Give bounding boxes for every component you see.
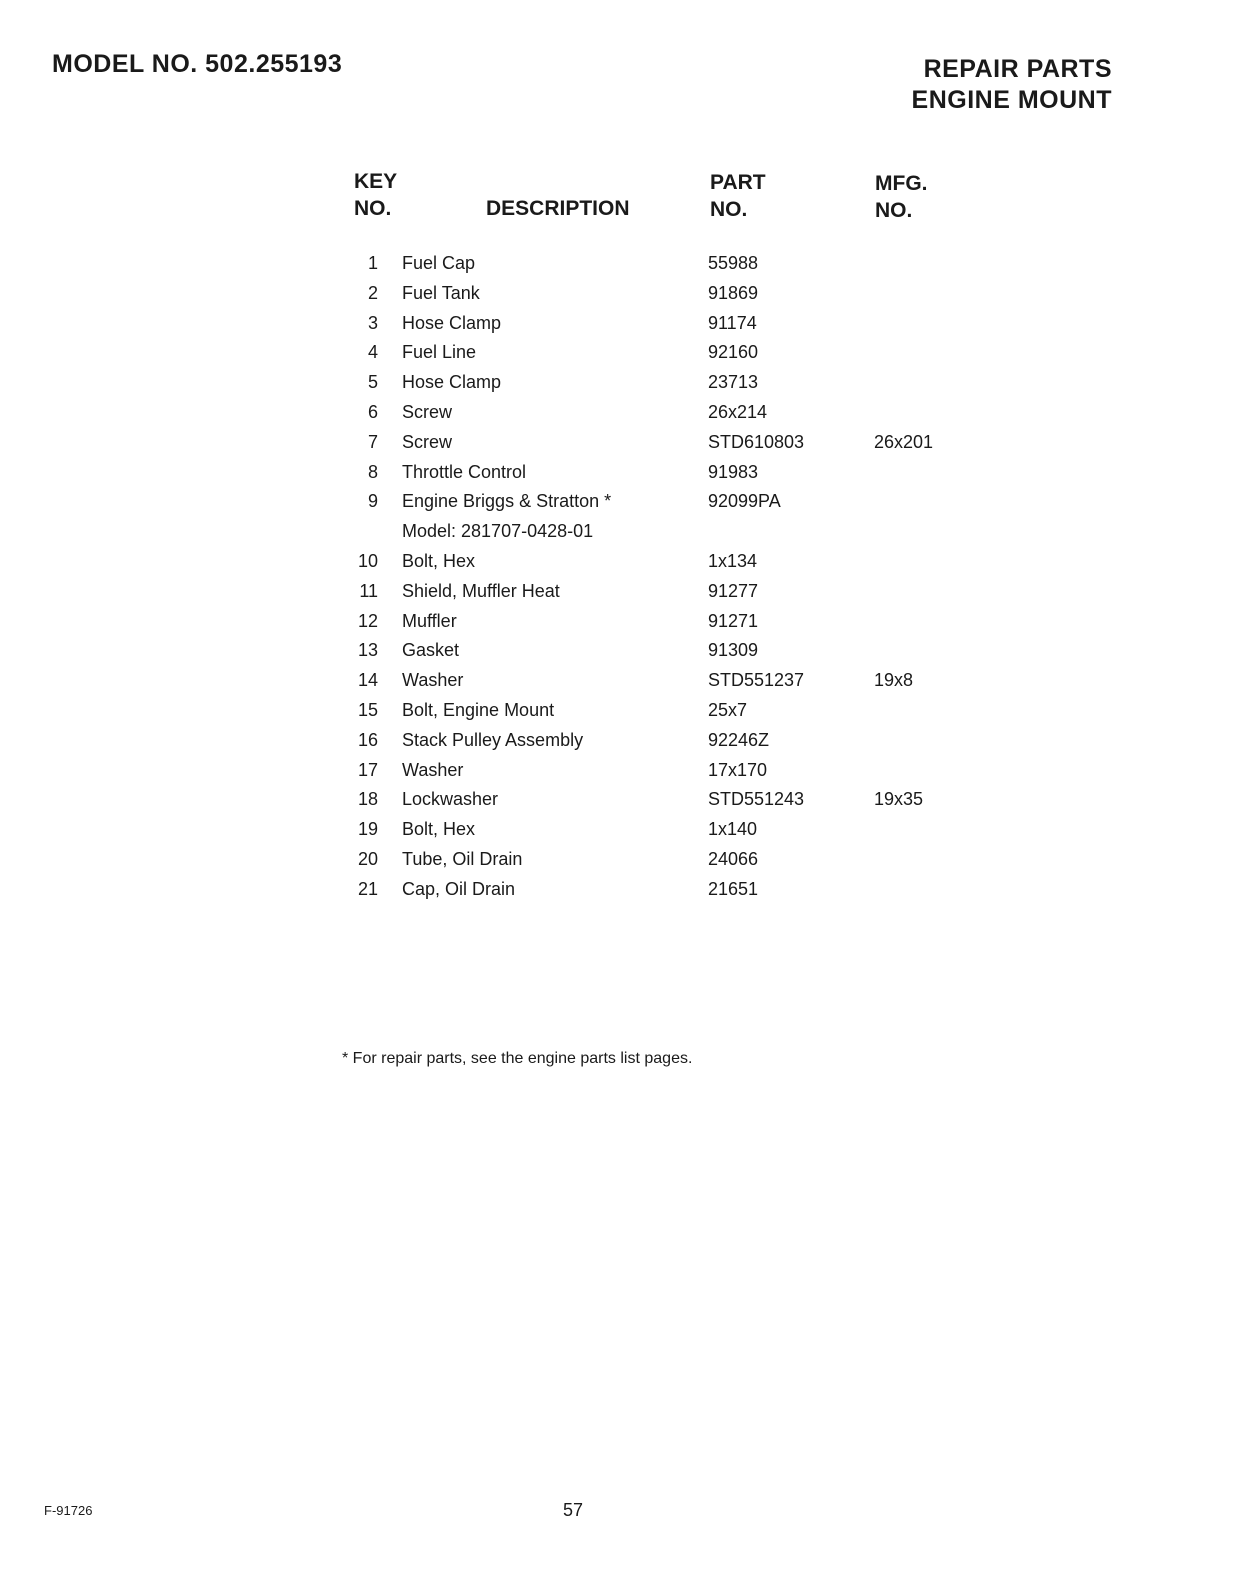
part-number: STD551243 [708, 789, 805, 810]
column-header-key-line2: NO. [354, 197, 392, 220]
part-description: Fuel Line [402, 342, 477, 363]
key-number: 9 [367, 491, 378, 512]
part-description: Lockwasher [402, 789, 499, 810]
column-header-part-line1: PART [710, 171, 766, 194]
table-row [350, 250, 970, 280]
part-number: 25x7 [708, 699, 748, 720]
column-header-mfg [875, 170, 928, 224]
key-number: 20 [357, 848, 378, 869]
table-row [350, 280, 970, 310]
part-description: Model: 281707-0428-01 [402, 521, 594, 542]
table-row [350, 608, 970, 638]
column-header-mfg-line2: NO. [875, 199, 913, 222]
mfg-number: 19x8 [874, 670, 914, 691]
part-description: Washer [402, 759, 464, 780]
key-number: 3 [367, 312, 378, 333]
part-description: Hose Clamp [402, 372, 502, 393]
part-number: 17x170 [708, 759, 768, 780]
key-number: 7 [367, 431, 378, 452]
footnote: * For repair parts, see the engine parts list pages. [342, 1050, 693, 1067]
part-number: 1x140 [708, 819, 758, 840]
part-description: Cap, Oil Drain [402, 878, 516, 899]
table-row [350, 548, 970, 578]
table-row [350, 637, 970, 667]
part-description: Stack Pulley Assembly [402, 729, 584, 750]
key-number: 12 [357, 610, 378, 631]
table-row [350, 697, 970, 727]
page-number: 57 [563, 1500, 584, 1520]
part-description: Hose Clamp [402, 312, 502, 333]
table-row [350, 876, 970, 906]
part-number: 91174 [708, 312, 757, 333]
part-number: 91309 [708, 640, 759, 661]
table-row [350, 816, 970, 846]
part-number: 91983 [708, 461, 759, 482]
part-number: 55988 [708, 253, 759, 273]
form-number: F-91726 [44, 1503, 93, 1518]
table-row [350, 846, 970, 876]
part-number: 24066 [708, 848, 759, 869]
key-number: 6 [367, 401, 378, 422]
column-header-key-line1: KEY [354, 170, 398, 193]
key-number: 14 [357, 670, 378, 691]
part-description: Screw [402, 401, 453, 422]
part-description: Fuel Cap [402, 253, 476, 273]
part-number: 91869 [708, 282, 759, 303]
part-number: 23713 [708, 372, 759, 393]
table-row [350, 727, 970, 757]
table-row [350, 399, 970, 429]
mfg-number: 19x35 [874, 789, 924, 810]
table-row [350, 578, 970, 608]
part-number: 21651 [708, 878, 759, 899]
part-number: STD610803 [708, 431, 805, 452]
key-number: 16 [357, 729, 378, 750]
part-description: Bolt, Hex [402, 819, 476, 840]
part-description: Screw [402, 431, 453, 452]
table-row [350, 339, 970, 369]
table-row [350, 757, 970, 787]
key-number: 15 [357, 699, 378, 720]
table-row [350, 429, 970, 459]
table-row [350, 310, 970, 340]
table-row [350, 667, 970, 697]
section-title-line1: REPAIR PARTS [923, 55, 1112, 83]
parts-list [350, 250, 970, 906]
part-description: Muffler [402, 610, 457, 631]
key-number: 18 [357, 789, 378, 810]
part-number: 91271 [708, 610, 759, 631]
part-number: 91277 [708, 580, 759, 601]
key-number: 21 [357, 878, 378, 899]
part-number: 26x214 [708, 401, 768, 422]
section-title-line2: ENGINE MOUNT [911, 86, 1112, 114]
section-title [912, 54, 1112, 116]
part-description: Gasket [402, 640, 460, 661]
key-number: 1 [367, 253, 378, 273]
table-row [350, 369, 970, 399]
table-row [350, 488, 970, 518]
key-number: 2 [367, 282, 378, 303]
part-description: Tube, Oil Drain [402, 848, 523, 869]
part-number: STD551237 [708, 670, 805, 691]
mfg-number: 26x201 [874, 431, 934, 452]
column-header-mfg-line1: MFG. [875, 172, 928, 195]
key-number: 4 [367, 342, 378, 363]
model-number: MODEL NO. 502.255193 [52, 50, 343, 78]
table-row [350, 459, 970, 489]
part-description: Shield, Muffler Heat [402, 580, 560, 601]
column-header-key [354, 168, 397, 222]
column-header-description: DESCRIPTION [486, 197, 630, 220]
part-number: 92099PA [708, 491, 781, 512]
key-number: 10 [357, 550, 378, 571]
part-number: 1x134 [708, 550, 758, 571]
table-row [350, 518, 970, 548]
key-number: 17 [357, 759, 378, 780]
key-number: 8 [367, 461, 378, 482]
part-description: Engine Briggs & Stratton * [402, 491, 612, 512]
table-row [350, 786, 970, 816]
part-description: Throttle Control [402, 461, 527, 482]
key-number: 13 [357, 640, 378, 661]
part-number: 92246Z [708, 729, 770, 750]
key-number: 11 [359, 580, 378, 601]
part-description: Bolt, Hex [402, 550, 476, 571]
part-description: Fuel Tank [402, 282, 480, 303]
column-header-part [710, 169, 766, 223]
part-description: Bolt, Engine Mount [402, 699, 555, 720]
column-header-part-line2: NO. [710, 198, 748, 221]
part-description: Washer [402, 670, 464, 691]
key-number: 5 [367, 372, 378, 393]
part-number: 92160 [708, 342, 759, 363]
key-number: 19 [357, 819, 378, 840]
